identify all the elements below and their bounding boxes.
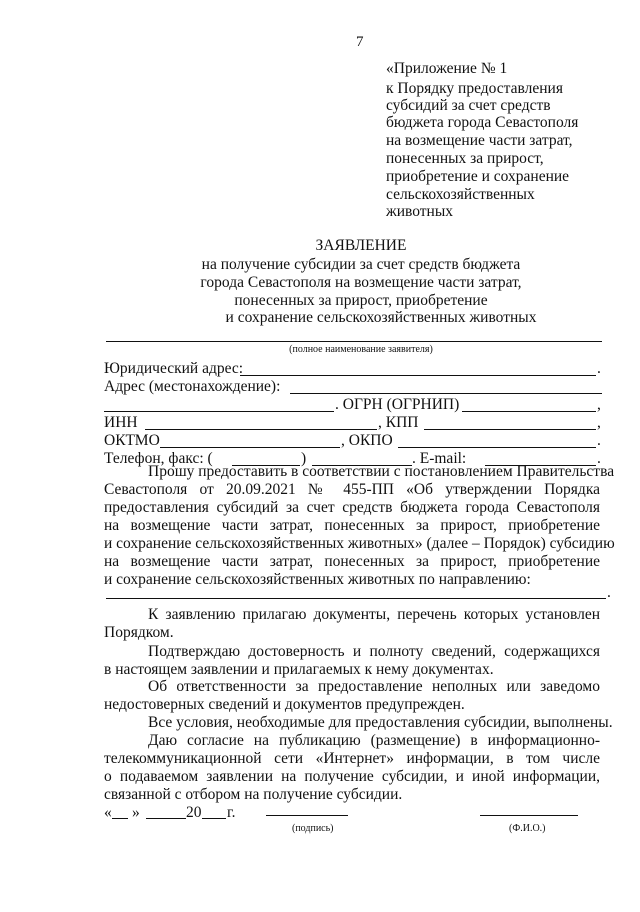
signature-caption: (подпись)	[292, 823, 334, 834]
ogrn-label: . ОГРН (ОГРНИП)	[335, 396, 460, 413]
subtitle-line: и сохранение сельскохозяйственных животных	[225, 309, 537, 326]
address-field[interactable]	[290, 393, 602, 394]
appendix-line: к Порядку предоставления	[386, 80, 563, 97]
okpo-field[interactable]	[398, 447, 596, 448]
responsibility-paragraph: Об ответственности за предоставление неполных или заведомо	[148, 678, 600, 695]
punctuation: .	[607, 584, 611, 601]
kpp-label: , КПП	[378, 414, 419, 431]
phone-label: Телефон, факс: (	[104, 450, 213, 467]
punctuation: .	[597, 450, 601, 467]
oktmo-label: ОКТМО	[104, 432, 160, 449]
request-line: на возмещение части затрат, понесенных за прирост, приобретение	[104, 553, 600, 570]
address-continuation-field[interactable]	[104, 411, 334, 412]
documents-paragraph: К заявлению прилагаю документы, перечень которых установлен	[148, 606, 600, 623]
appendix-line: «Приложение № 1	[386, 60, 508, 77]
phone-paren: )	[301, 450, 307, 467]
punctuation: ,	[597, 414, 601, 431]
email-label: . E-mail:	[412, 450, 467, 467]
appendix-line: на возмещение части затрат,	[386, 132, 573, 149]
confirm-paragraph-end: в настоящем заявлении и прилагаемых к нему документах.	[104, 661, 494, 678]
request-line: предоставления субсидий за счет средств бюджета города Севастополя	[104, 499, 600, 516]
consent-line: телекоммуникационной сети «Интернет» информации, в том числе	[104, 750, 600, 767]
address-label: Адрес (местонахождение):	[104, 378, 281, 395]
applicant-name-line[interactable]	[106, 341, 602, 342]
punctuation: ,	[597, 396, 601, 413]
subtitle-line: на получение субсидии за счет средств бюджета	[201, 256, 521, 273]
legal-address-label: Юридический адрес:	[104, 360, 244, 377]
applicant-caption: (полное наименование заявителя)	[289, 344, 433, 355]
date-year-suffix: г.	[227, 804, 236, 821]
signature-field[interactable]	[266, 815, 348, 816]
inn-label: ИНН	[104, 414, 138, 431]
appendix-line: субсидий за счет средств	[386, 97, 551, 114]
consent-line: о подаваемом заявлении на получение субсидии, и иной информации,	[104, 768, 600, 785]
subtitle-line: понесенных за прирост, приобретение	[234, 292, 488, 309]
kpp-field[interactable]	[424, 429, 596, 430]
consent-paragraph: Даю согласие на публикацию (размещение) в информационно-	[148, 732, 600, 749]
request-paragraph-start: Прошу предоставить в соответствии с постановлением Правительства	[148, 463, 615, 480]
punctuation: .	[597, 432, 601, 449]
consent-line: связанной с отбором на получение субсидии.	[104, 786, 403, 803]
request-line: и сохранение сельскохозяйственных животных по направлению:	[104, 571, 531, 588]
appendix-line: понесенных за прирост,	[386, 150, 544, 167]
punctuation: .	[597, 360, 601, 377]
inn-field[interactable]	[145, 429, 377, 430]
request-line: на возмещение части затрат, понесенных за прирост, приобретение	[104, 517, 600, 534]
appendix-line: бюджета города Севастополя	[386, 114, 579, 131]
full-name-field[interactable]	[480, 815, 578, 816]
ogrn-field[interactable]	[462, 411, 596, 412]
date-day-field[interactable]	[112, 818, 128, 819]
date-month-field[interactable]	[146, 818, 186, 819]
oktmo-field[interactable]	[160, 447, 340, 448]
documents-paragraph-end: Порядком.	[104, 624, 174, 641]
subtitle-line: города Севастополя на возмещение части затрат,	[200, 274, 522, 291]
date-open-quote: «	[104, 804, 112, 821]
full-name-caption: (Ф.И.О.)	[509, 823, 546, 834]
page-number: 7	[356, 34, 364, 50]
appendix-line: приобретение и сохранение	[386, 168, 570, 185]
responsibility-paragraph-end: недостоверных сведений и документов предупрежден.	[104, 696, 465, 713]
document-title: ЗАЯВЛЕНИЕ	[315, 237, 407, 254]
appendix-line: животных	[386, 203, 453, 220]
date-year-field[interactable]	[202, 818, 226, 819]
date-close-quote: »	[132, 804, 140, 821]
request-line: Севастополя от 20.09.2021 № 455-ПП «Об утверждении Порядка	[104, 481, 600, 498]
appendix-line: сельскохозяйственных	[386, 186, 535, 203]
direction-field[interactable]	[106, 598, 606, 599]
request-line: и сохранение сельскохозяйственных животных» (далее – Порядок) субсидию	[104, 535, 615, 552]
confirm-paragraph: Подтверждаю достоверность и полноту сведений, содержащихся	[148, 643, 600, 660]
legal-address-field[interactable]	[240, 375, 596, 376]
okpo-label: , ОКПО	[341, 432, 393, 449]
conditions-paragraph: Все условия, необходимые для предоставления субсидии, выполнены.	[148, 714, 613, 731]
date-year-prefix: 20	[186, 804, 202, 821]
